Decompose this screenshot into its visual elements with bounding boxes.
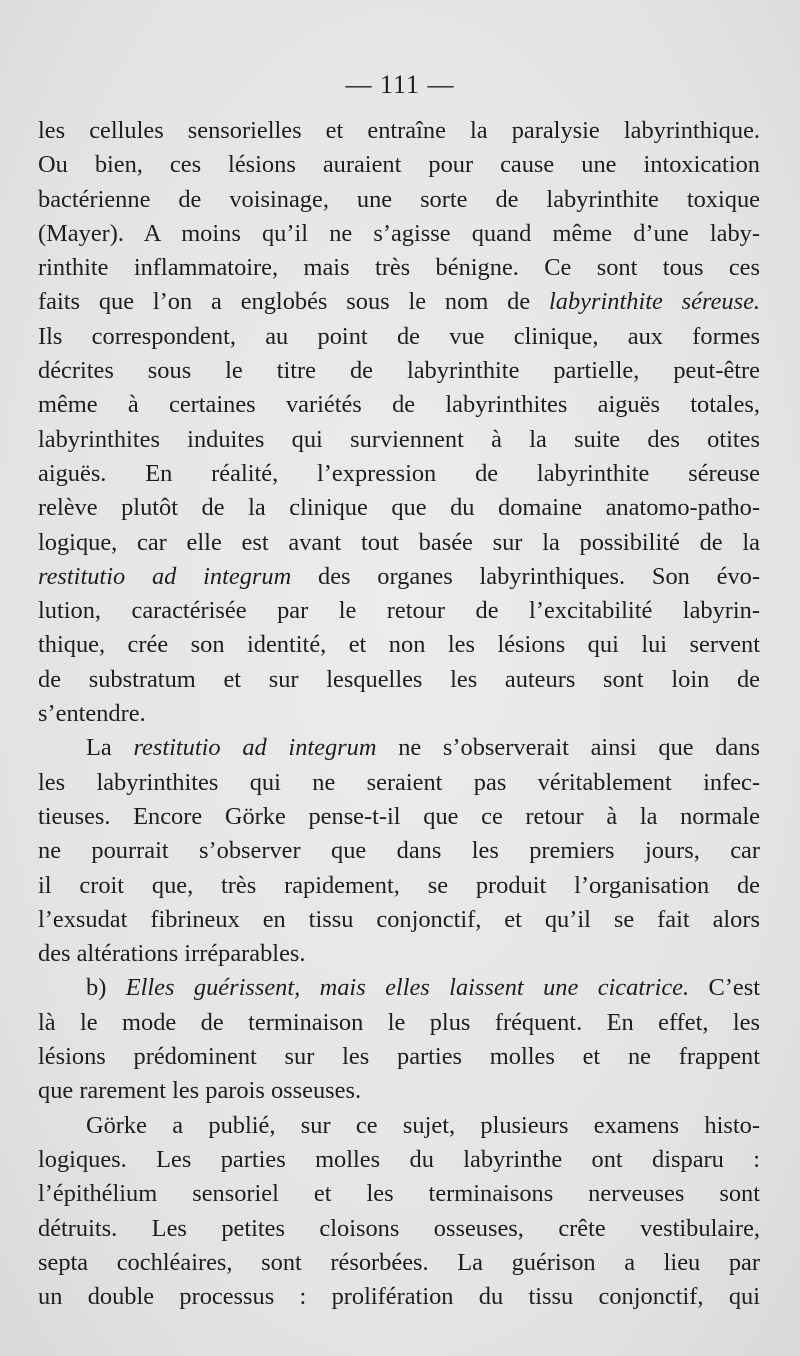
text-line — [38, 388, 760, 422]
text-segment: l’épithélium sensoriel et les terminaisons nerveuses sont — [38, 1180, 760, 1208]
text-line — [38, 766, 760, 800]
text-segment: les labyrinthites qui ne seraient pas véritablement infec- — [38, 768, 760, 796]
text-segment: là le mode de terminaison le plus fréquent. En effet, les — [38, 1008, 760, 1036]
text-line — [38, 971, 760, 1005]
text-line — [38, 937, 760, 971]
text-segment: septa cochléaires, sont résorbées. La guérison a lieu par — [38, 1248, 760, 1276]
text-segment: Görke a publié, sur ce sujet, plusieurs examens histo- — [86, 1111, 760, 1139]
text-line — [38, 594, 760, 628]
text-segment: labyrinthites induites qui surviennent à la suite des otites — [38, 425, 760, 453]
text-segment: même à certaines variétés de labyrinthites aiguës totales, — [38, 391, 760, 419]
text-line — [38, 183, 760, 217]
text-segment: ne pourrait s’observer que dans les premiers jours, car — [38, 837, 760, 865]
text-segment: Ou bien, ces lésions auraient pour cause une intoxication — [38, 151, 760, 179]
text-segment: relève plutôt de la clinique que du domaine anatomo-patho- — [38, 494, 760, 522]
text-segment: logiques. Les parties molles du labyrinthe ont disparu : — [38, 1145, 760, 1173]
text-line — [38, 1074, 760, 1108]
body-text — [38, 114, 760, 1314]
text-line — [38, 869, 760, 903]
text-segment: tieuses. Encore Görke pense-t-il que ce retour à la normale — [38, 802, 760, 830]
text-line — [38, 1212, 760, 1246]
text-segment: l’exsudat fibrineux en tissu conjonctif, et qu’il se fait alors — [38, 905, 760, 933]
text-segment: lution, caractérisée par le retour de l’excitabilité labyrin- — [38, 597, 760, 625]
text-line — [38, 663, 760, 697]
text-line — [38, 628, 760, 662]
italic-text: restitutio ad integrum — [38, 562, 292, 590]
italic-text: Elles guérissent, mais elles laissent une cicatrice. — [125, 974, 690, 1002]
text-line — [38, 285, 760, 319]
text-segment: logique, car elle est avant tout basée sur la possibilité de la — [38, 528, 760, 556]
text-segment: aiguës. En réalité, l’expression de labyrinthite séreuse — [38, 459, 760, 487]
page-number: — 111 — — [345, 70, 455, 99]
text-line — [38, 1246, 760, 1280]
italic-text: labyrinthite séreuse. — [549, 288, 761, 316]
text-segment: s’entendre. — [38, 700, 146, 728]
text-line — [38, 217, 760, 251]
text-line — [38, 423, 760, 457]
text-segment: Ils correspondent, au point de vue clinique, aux formes — [38, 322, 760, 350]
text-segment: des organes labyrinthiques. Son évo- — [291, 562, 760, 590]
text-line — [38, 1006, 760, 1040]
text-line — [38, 148, 760, 182]
text-segment: un double processus : prolifération du tissu conjonctif, qui — [38, 1283, 760, 1311]
italic-text: restitutio ad integrum — [133, 734, 377, 762]
text-line — [38, 1143, 760, 1177]
text-line — [38, 560, 760, 594]
text-segment: décrites sous le titre de labyrinthite partielle, peut-être — [38, 357, 760, 385]
text-line — [38, 800, 760, 834]
text-segment: ne s’observerait ainsi que dans — [376, 734, 761, 762]
text-line — [38, 320, 760, 354]
text-segment: b) — [86, 974, 126, 1002]
text-segment: les cellules sensorielles et entraîne la paralysie labyrinthique. — [38, 117, 760, 144]
text-segment: que rarement les parois osseuses. — [38, 1077, 362, 1105]
text-line — [38, 1280, 760, 1314]
text-line — [38, 697, 760, 731]
text-segment: (Mayer). A moins qu’il ne s’agisse quand même d’une laby- — [38, 219, 760, 247]
text-line — [38, 457, 760, 491]
text-segment: de substratum et sur lesquelles les auteurs sont loin de — [38, 665, 760, 693]
text-line — [38, 491, 760, 525]
text-line — [38, 354, 760, 388]
text-segment: faits que l’on a englobés sous le nom de — [38, 288, 550, 316]
text-segment: des altérations irréparables. — [38, 940, 306, 968]
text-segment: bactérienne de voisinage, une sorte de labyrinthite toxique — [38, 185, 760, 213]
text-line — [38, 1177, 760, 1211]
text-segment: La — [86, 734, 134, 762]
text-line — [38, 731, 760, 765]
text-line — [38, 114, 760, 148]
text-segment: détruits. Les petites cloisons osseuses, crête vestibulaire, — [38, 1214, 760, 1242]
text-line — [38, 251, 760, 285]
text-segment: C’est — [689, 974, 760, 1002]
text-line — [38, 903, 760, 937]
text-line — [38, 1040, 760, 1074]
text-line — [38, 834, 760, 868]
text-segment: rinthite inflammatoire, mais très bénigne. Ce sont tous ces — [38, 254, 760, 282]
text-segment: thique, crée son identité, et non les lésions qui lui servent — [38, 631, 760, 659]
text-line — [38, 526, 760, 560]
text-segment: il croit que, très rapidement, se produit l’organisation de — [38, 871, 760, 899]
text-line — [38, 1109, 760, 1143]
text-segment: lésions prédominent sur les parties molles et ne frappent — [38, 1043, 760, 1071]
